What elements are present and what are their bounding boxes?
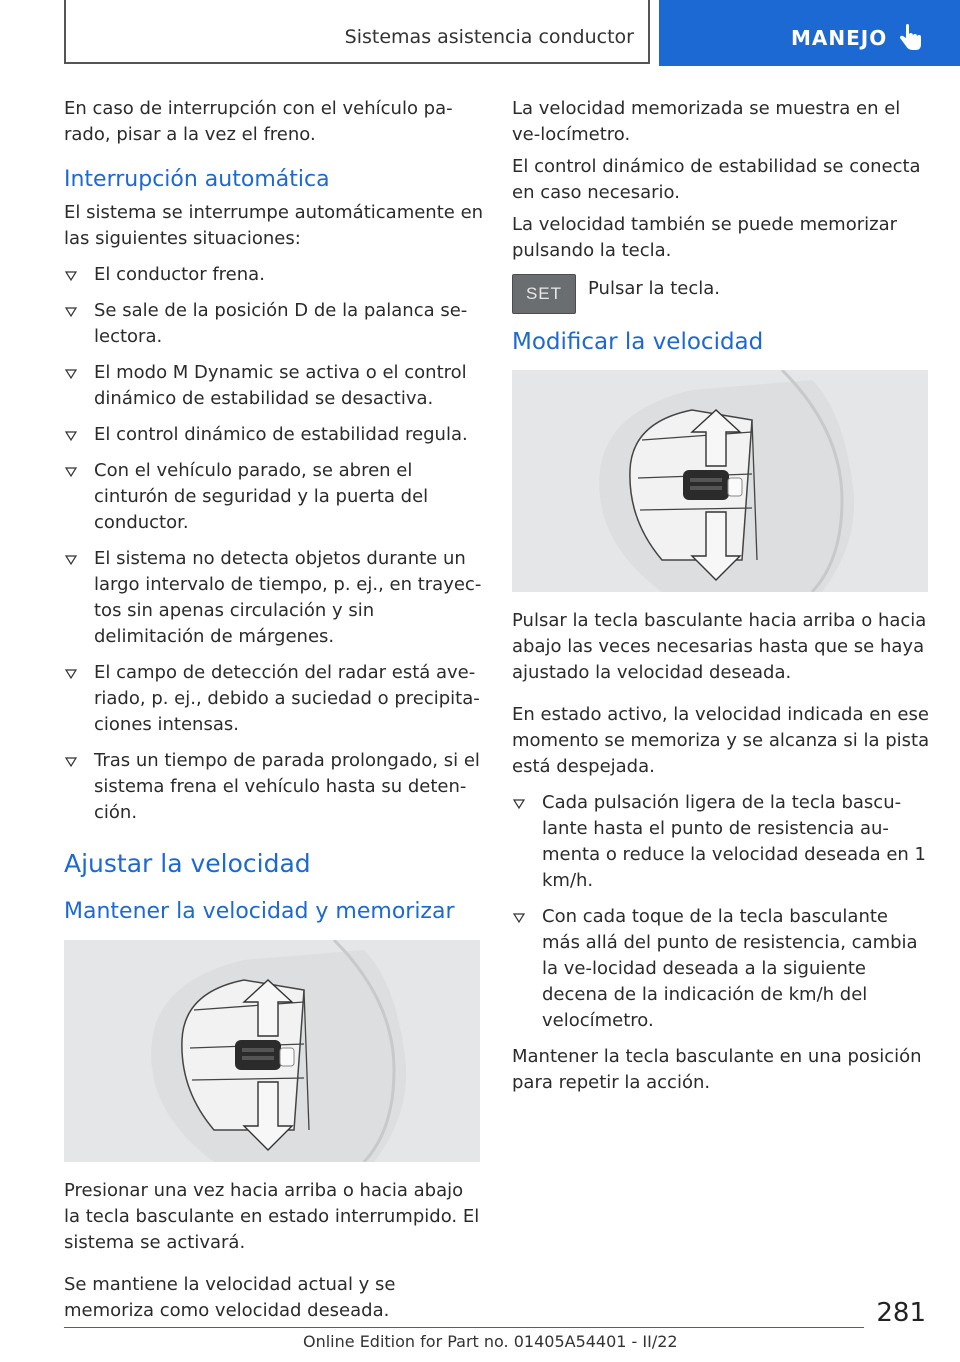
triangle-bullet-icon bbox=[65, 555, 77, 565]
list-item bbox=[64, 360, 484, 412]
list-item-text: Tras un tiempo de parada prolongado, si el sistema frena el vehículo hasta su deten-ción. bbox=[94, 750, 480, 823]
section-title: Sistemas asistencia conductor bbox=[344, 26, 634, 48]
rocker-repeat-text: Pulsar la tecla basculante hacia arriba o hacia abajo las veces necesarias hasta que se haya ajustado la velocidad deseada. bbox=[512, 610, 927, 683]
list-item-text: Cada pulsación ligera de la tecla bascu-lante hasta el punto de resistencia au-menta o reduce la velocidad deseada en 1 km/h. bbox=[542, 792, 926, 891]
set-button-label: SET bbox=[525, 284, 563, 303]
active-state-text: En estado activo, la velocidad indicada en ese momento se memoriza y se alcanza si la pista está despejada. bbox=[512, 704, 930, 777]
list-item-text: Se sale de la posición D de la palanca se-lectora. bbox=[94, 300, 468, 347]
press-rocker-text: Presionar una vez hacia arriba o hacia abajo la tecla basculante en estado interrumpido. El sistema se activará. bbox=[64, 1180, 480, 1253]
list-item-text: El conductor frena. bbox=[94, 264, 265, 285]
pointing-hand-icon bbox=[897, 24, 923, 52]
steering-wheel-illustration bbox=[512, 370, 928, 592]
list-item bbox=[64, 546, 484, 650]
list-item-text: El modo M Dynamic se activa o el control dinámico de estabilidad se desactiva. bbox=[94, 362, 467, 409]
list-item-text: Con cada toque de la tecla basculante más allá del punto de resistencia, cambia la ve-locidad deseada a la siguiente decena de la indicación de km/h del velocímetro. bbox=[542, 906, 918, 1031]
list-item-text: Con el vehículo parado, se abren el cinturón de seguridad y la puerta del conductor. bbox=[94, 460, 429, 533]
intro-text: En caso de interrupción con el vehículo pa-rado, pisar a la vez el freno. bbox=[64, 98, 453, 145]
chapter-tab[interactable] bbox=[659, 0, 960, 66]
auto-interruption-list bbox=[64, 262, 484, 826]
set-button[interactable] bbox=[512, 274, 576, 314]
auto-interruption-heading: Interrupción automática bbox=[64, 167, 330, 192]
steering-wheel-rocker-image bbox=[512, 370, 928, 592]
list-item bbox=[512, 790, 930, 894]
speed-shown-text: La velocidad memorizada se muestra en el ve-locímetro. bbox=[512, 98, 901, 145]
triangle-bullet-icon bbox=[513, 799, 525, 809]
list-item bbox=[64, 298, 484, 350]
modify-speed-list bbox=[512, 790, 930, 1034]
keep-speed-heading: Mantener la velocidad y memorizar bbox=[64, 899, 455, 924]
set-key-row bbox=[512, 272, 930, 314]
triangle-bullet-icon bbox=[65, 669, 77, 679]
page-header bbox=[0, 0, 960, 66]
list-item bbox=[512, 904, 930, 1034]
triangle-bullet-icon bbox=[65, 757, 77, 767]
steering-wheel-illustration bbox=[64, 940, 480, 1162]
footer-divider bbox=[64, 1327, 864, 1328]
hold-rocker-text: Mantener la tecla basculante en una posición para repetir la acción. bbox=[512, 1046, 922, 1093]
list-item bbox=[64, 262, 484, 288]
memorize-key-text: La velocidad también se puede memorizar pulsando la tecla. bbox=[512, 214, 898, 261]
triangle-bullet-icon bbox=[65, 271, 77, 281]
list-item-text: El sistema no detecta objetos durante un largo intervalo de tiempo, p. ej., en trayec-tos sin apenas circulación y sin delimitación de márgenes. bbox=[94, 548, 482, 647]
section-header-box bbox=[64, 0, 650, 64]
edition-note: Online Edition for Part no. 01405A54401 - II/22 bbox=[303, 1332, 678, 1351]
adjust-speed-heading: Ajustar la velocidad bbox=[64, 849, 311, 878]
right-column bbox=[512, 96, 930, 1102]
left-column bbox=[64, 96, 484, 1330]
dsc-text: El control dinámico de estabilidad se conecta en caso necesario. bbox=[512, 156, 921, 203]
triangle-bullet-icon bbox=[513, 913, 525, 923]
modify-speed-heading: Modificar la velocidad bbox=[512, 329, 764, 355]
chapter-label: MANEJO bbox=[791, 26, 888, 50]
list-item-text: El campo de detección del radar está ave-riado, p. ej., debido a suciedad o precipita-ciones intensas. bbox=[94, 662, 480, 735]
keep-speed-text: Se mantiene la velocidad actual y se memoriza como velocidad deseada. bbox=[64, 1274, 396, 1321]
list-item bbox=[64, 748, 484, 826]
page-number: 281 bbox=[876, 1298, 926, 1328]
list-item bbox=[64, 458, 484, 536]
steering-wheel-rocker-image bbox=[64, 940, 480, 1162]
triangle-bullet-icon bbox=[65, 467, 77, 477]
list-item bbox=[64, 660, 484, 738]
list-item-text: El control dinámico de estabilidad regula. bbox=[94, 424, 468, 445]
auto-interruption-text: El sistema se interrumpe automáticamente en las siguientes situaciones: bbox=[64, 202, 484, 249]
triangle-bullet-icon bbox=[65, 307, 77, 317]
set-caption: Pulsar la tecla. bbox=[588, 278, 721, 299]
list-item bbox=[64, 422, 484, 448]
triangle-bullet-icon bbox=[65, 431, 77, 441]
triangle-bullet-icon bbox=[65, 369, 77, 379]
